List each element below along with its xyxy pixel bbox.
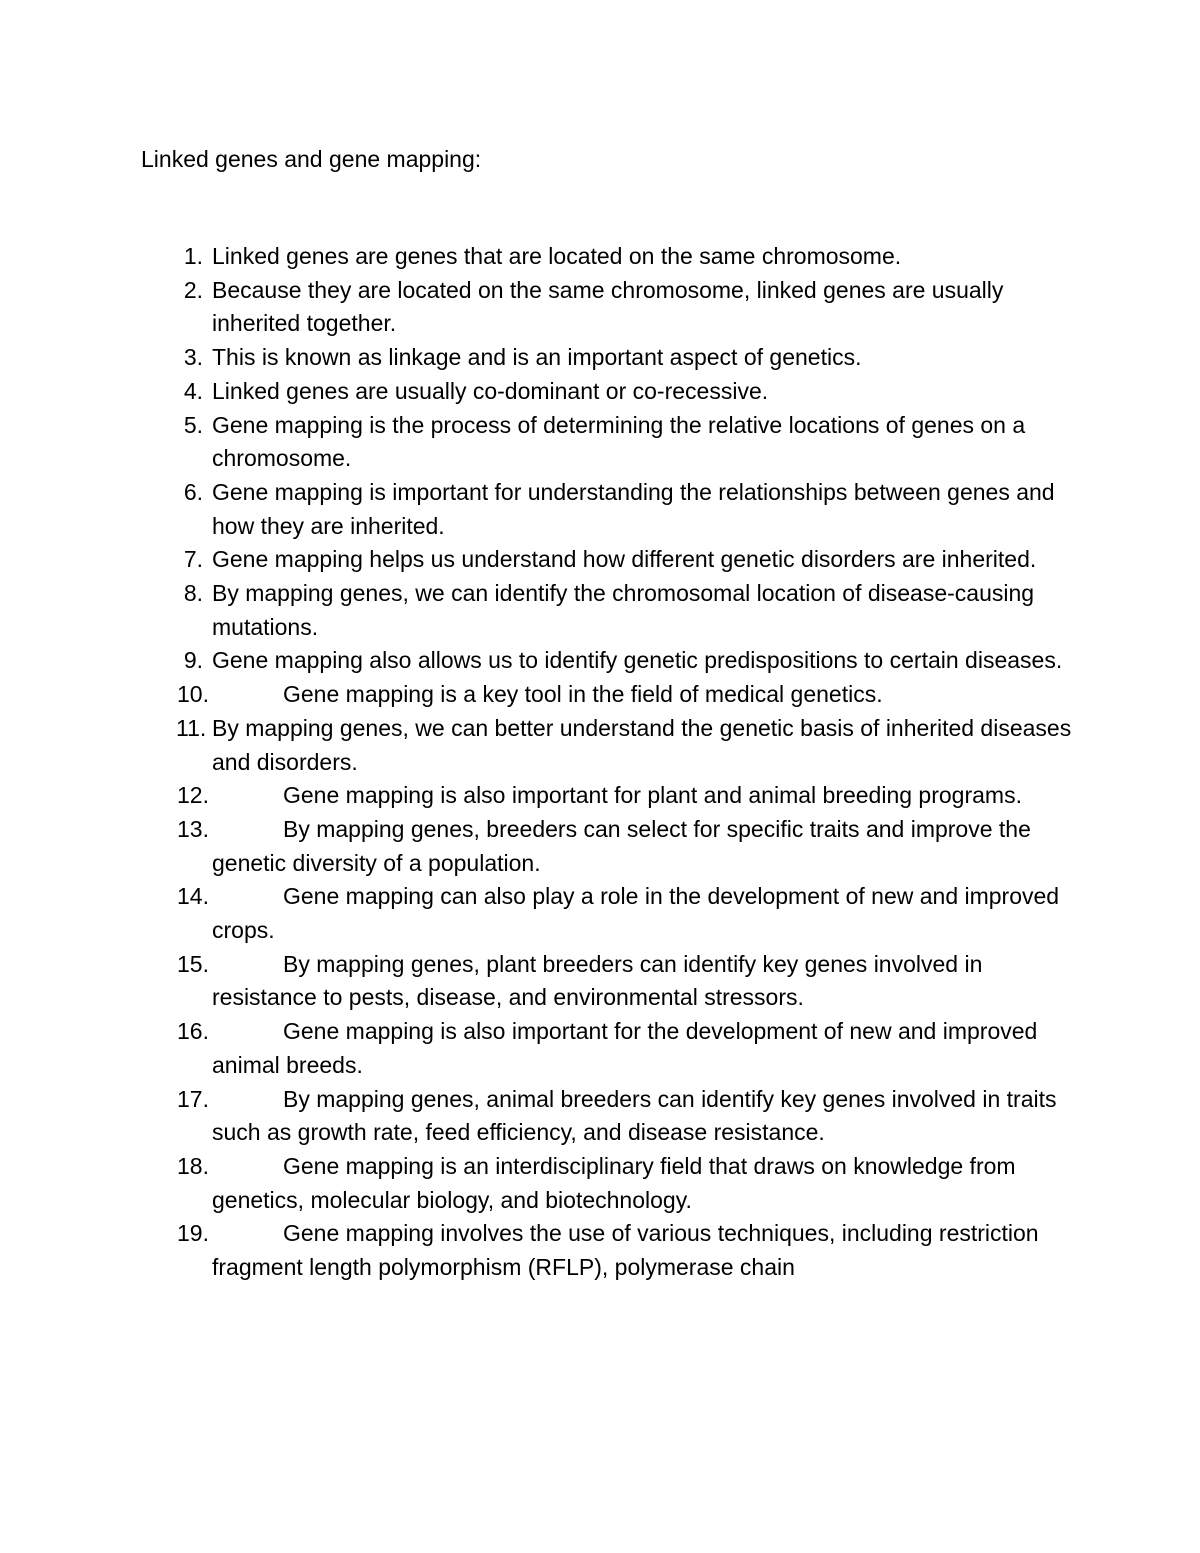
list-item	[0, 274, 1072, 341]
list-item-text: By mapping genes, we can identify the chromosomal location of disease-causing mutations.	[212, 580, 1035, 640]
list-item	[0, 543, 1072, 577]
list-item	[0, 1083, 1072, 1150]
list-item-text: Gene mapping is a key tool in the field of medical genetics.	[283, 681, 883, 708]
list-item	[0, 1150, 1072, 1217]
list-item-text: By mapping genes, plant breeders can identify key genes involved in resistance to pests, disease, and environmental stressors.	[212, 950, 983, 1011]
document-title: Linked genes and gene mapping:	[141, 146, 482, 172]
list-item-number: 2.	[183, 276, 203, 303]
list-item	[0, 712, 1072, 779]
list-item-number: 14.	[177, 883, 209, 910]
list-item-text: Gene mapping involves the use of various techniques, including restriction fragment length polymorphism (RFLP), polymerase chain	[212, 1220, 1039, 1281]
list-item	[0, 1015, 1072, 1082]
list-item	[0, 375, 1072, 409]
list-item-number: 5.	[183, 411, 203, 438]
list-item-text: Gene mapping is an interdisciplinary field that draws on knowledge from genetics, molecular biology, and biotechnology.	[212, 1152, 1016, 1213]
list-item-text: Gene mapping is important for understanding the relationships between genes and how they are inherited.	[212, 478, 1055, 539]
list-item-text: This is known as linkage and is an important aspect of genetics.	[212, 344, 862, 371]
list-item-number: 11.	[176, 714, 207, 741]
list-item-number: 12.	[177, 782, 209, 809]
list-item-text: Gene mapping is the process of determining the relative locations of genes on a chromosome.	[212, 411, 1026, 472]
list-item	[0, 1217, 1072, 1284]
list-item-text: Gene mapping also allows us to identify genetic predispositions to certain diseases.	[212, 647, 1063, 674]
list-item-text: Gene mapping can also play a role in the development of new and improved crops.	[212, 883, 1060, 944]
list-item-number: 7.	[183, 546, 203, 573]
numbered-list	[0, 240, 1200, 1285]
list-item-text: By mapping genes, animal breeders can identify key genes involved in traits such as growth rate, feed efficiency, and disease resistance.	[212, 1085, 1057, 1146]
list-item-number: 3.	[183, 344, 203, 371]
list-item	[0, 409, 1072, 476]
list-item-text: By mapping genes, we can better understand the genetic basis of inherited diseases and disorders.	[212, 714, 1072, 775]
list-item	[0, 779, 1072, 813]
list-item-number: 1.	[183, 243, 203, 269]
list-item	[0, 577, 1072, 644]
list-item-text: Gene mapping helps us understand how different genetic disorders are inherited.	[212, 546, 1037, 573]
list-item	[0, 240, 1072, 274]
list-item	[0, 341, 1072, 375]
list-item-text: Linked genes are usually co-dominant or co-recessive.	[212, 377, 769, 404]
list-item	[0, 880, 1072, 947]
list-item-text: By mapping genes, breeders can select for specific traits and improve the genetic diversity of a population.	[212, 815, 1031, 876]
list-item	[0, 678, 1072, 712]
list-item-number: 16.	[177, 1018, 209, 1045]
list-item-number: 4.	[183, 377, 203, 404]
list-item-number: 8.	[183, 580, 203, 607]
list-item	[0, 948, 1072, 1015]
list-item-number: 19.	[177, 1220, 209, 1247]
list-item	[0, 644, 1072, 678]
list-item-number: 10.	[177, 681, 209, 708]
list-item-text: Linked genes are genes that are located on the same chromosome.	[212, 243, 902, 269]
list-item-number: 15.	[177, 950, 209, 977]
list-item-text: Gene mapping is also important for the development of new and improved animal breeds.	[212, 1018, 1038, 1078]
list-item-number: 9.	[183, 647, 203, 674]
list-item	[0, 813, 1072, 880]
list-item-text: Gene mapping is also important for plant and animal breeding programs.	[283, 782, 1022, 809]
list-item-number: 6.	[183, 478, 203, 505]
list-item-number: 17.	[177, 1085, 209, 1112]
list-item	[0, 476, 1072, 543]
list-item-number: 13.	[177, 815, 209, 842]
list-item-number: 18.	[177, 1152, 209, 1179]
list-item-text: Because they are located on the same chromosome, linked genes are usually inherited together.	[212, 276, 1004, 337]
